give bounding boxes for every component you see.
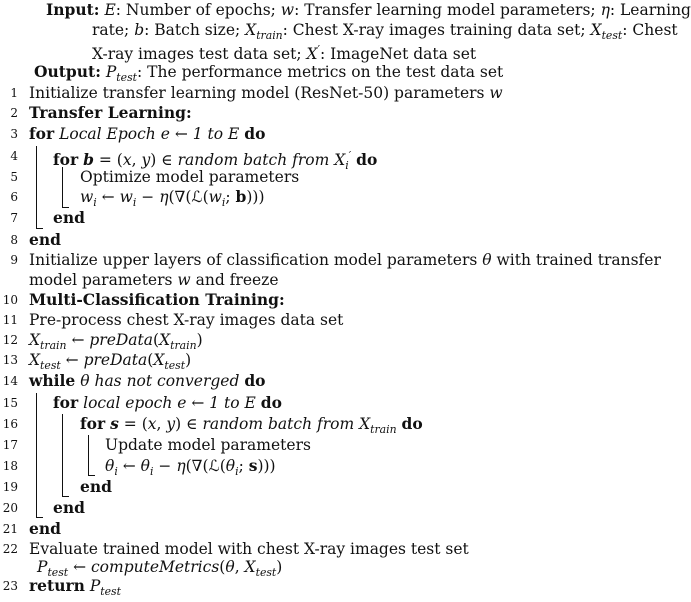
while-block-rail [36,393,37,517]
algo-line-7: end [53,208,85,227]
algo-line-10: Multi-Classification Training: [29,290,285,309]
algo-line-6: $w_i$ ← $w_i$ − $\eta(\nabla(ℒ(w_i$; b))) [80,187,265,210]
algo-line-15: for local epoch e ← 1 to E do [53,393,282,412]
algo-line-16: for s = (x, y) ∈ random batch from $X_{train}$ do [80,414,423,437]
for-block-tick [36,228,43,229]
epoch-for-rail [62,414,63,496]
algo-line-14: while θ has not converged do [29,371,266,390]
algo-line-21: end [29,519,61,538]
for-block-rail [36,146,37,228]
input-line-3: X-ray images test data set; X′: ImageNet data set [92,43,477,64]
algorithm-block: Input: E: Number of epochs; w: Transfer learning model parameters; η: Learning rate; b: Batch size; $X_{train}$: Chest X-ray images training data set; $X_{test}$: Chest X-ray images test data set; X′: ImageNet data set Output: $P_{test}$: The performance metrics on the test data set 1 2 3 4 5 6 7 8 9 10 11 12 13 14 15 16 17 18 19 20 21 22 23 Initialize transfer learning model (ResNet-50) parameters w Transfer Learning: for Local Epoch e ← 1 to E do for b = (x, y) ∈ random batch from $X_i'$ do Optimize model parameters $w_i$ ← $w_i$ − $\eta(\nabla(ℒ(w_i$; b))) end end Initialize upper layers of classification model parameters θ with trained transfer model parameters w and freeze Multi-Classification Training: Pre-process chest X-ray images data set $X_{train}$ ← $preData(X_{train})$ $X_{test}$ ← $preData(X_{test})$ while θ has not converged do for local epoch e ← 1 to E do for s = (x, y) ∈ random batch from $X_{train}$ do Update model parameters $\theta_i$ ← $\theta_i$ − $\eta(\nabla(ℒ(\theta_i$; s))) end end end Evaluate trained model with chest X-ray images test set $P_{test}$ ← computeMetrics(θ, $X_{test}$) return $P_{test}$ [0,0,633,594]
algo-line-19: end [80,477,112,496]
inner-for-tick [62,207,69,208]
input-label: Input: [46,0,100,19]
batch-for-rail [88,435,89,475]
algo-line-12: $X_{train}$ ← $preData(X_{train})$ [29,331,203,353]
algo-line-9b: model parameters w and freeze [29,271,279,289]
algo-line-9a: Initialize upper layers of classification model parameters θ with trained transfer [29,251,661,269]
algo-line-4: for b = (x, y) ∈ random batch from $X_i'$ do [53,149,378,173]
input-line-2: rate; b: Batch size; $X_{train}$: Chest X-ray images training data set; $X_{test}$: Chest [92,21,678,43]
algo-line-8: end [29,230,61,249]
output-line: Output: $P_{test}$: The performance metrics on the test data set [34,62,504,85]
algo-line-11: Pre-process chest X-ray images data set [29,311,344,329]
epoch-for-tick [62,496,69,497]
algo-line-13: $X_{test}$ ← $preData(X_{test})$ [29,351,192,373]
algo-line-22b: $P_{test}$ ← computeMetrics(θ, $X_{test}$) [37,558,283,580]
algo-line-2: Transfer Learning: [29,103,192,122]
inner-for-rail [62,167,63,207]
algo-line-5: Optimize model parameters [80,168,300,186]
output-label: Output: [34,62,101,81]
algo-line-3: for Local Epoch e ← 1 to E do [29,124,266,143]
while-block-tick [36,517,43,518]
algo-line-18: $\theta_i$ ← $\theta_i$ − $\eta(\nabla(ℒ(\theta_i$; s))) [105,456,276,479]
algo-line-22: Evaluate trained model with chest X-ray images test set [29,540,469,558]
input-line-1 [46,0,691,20]
algo-line-1: Initialize transfer learning model (ResNet-50) parameters w [29,84,503,102]
batch-for-tick [88,475,95,476]
input-text-1: E: Number of epochs; w: Transfer learning model parameters; η: Learning [104,1,691,19]
algo-line-20: end [53,498,85,517]
algo-line-23: return $P_{test}$ [29,576,121,599]
algo-line-17: Update model parameters [105,436,311,454]
